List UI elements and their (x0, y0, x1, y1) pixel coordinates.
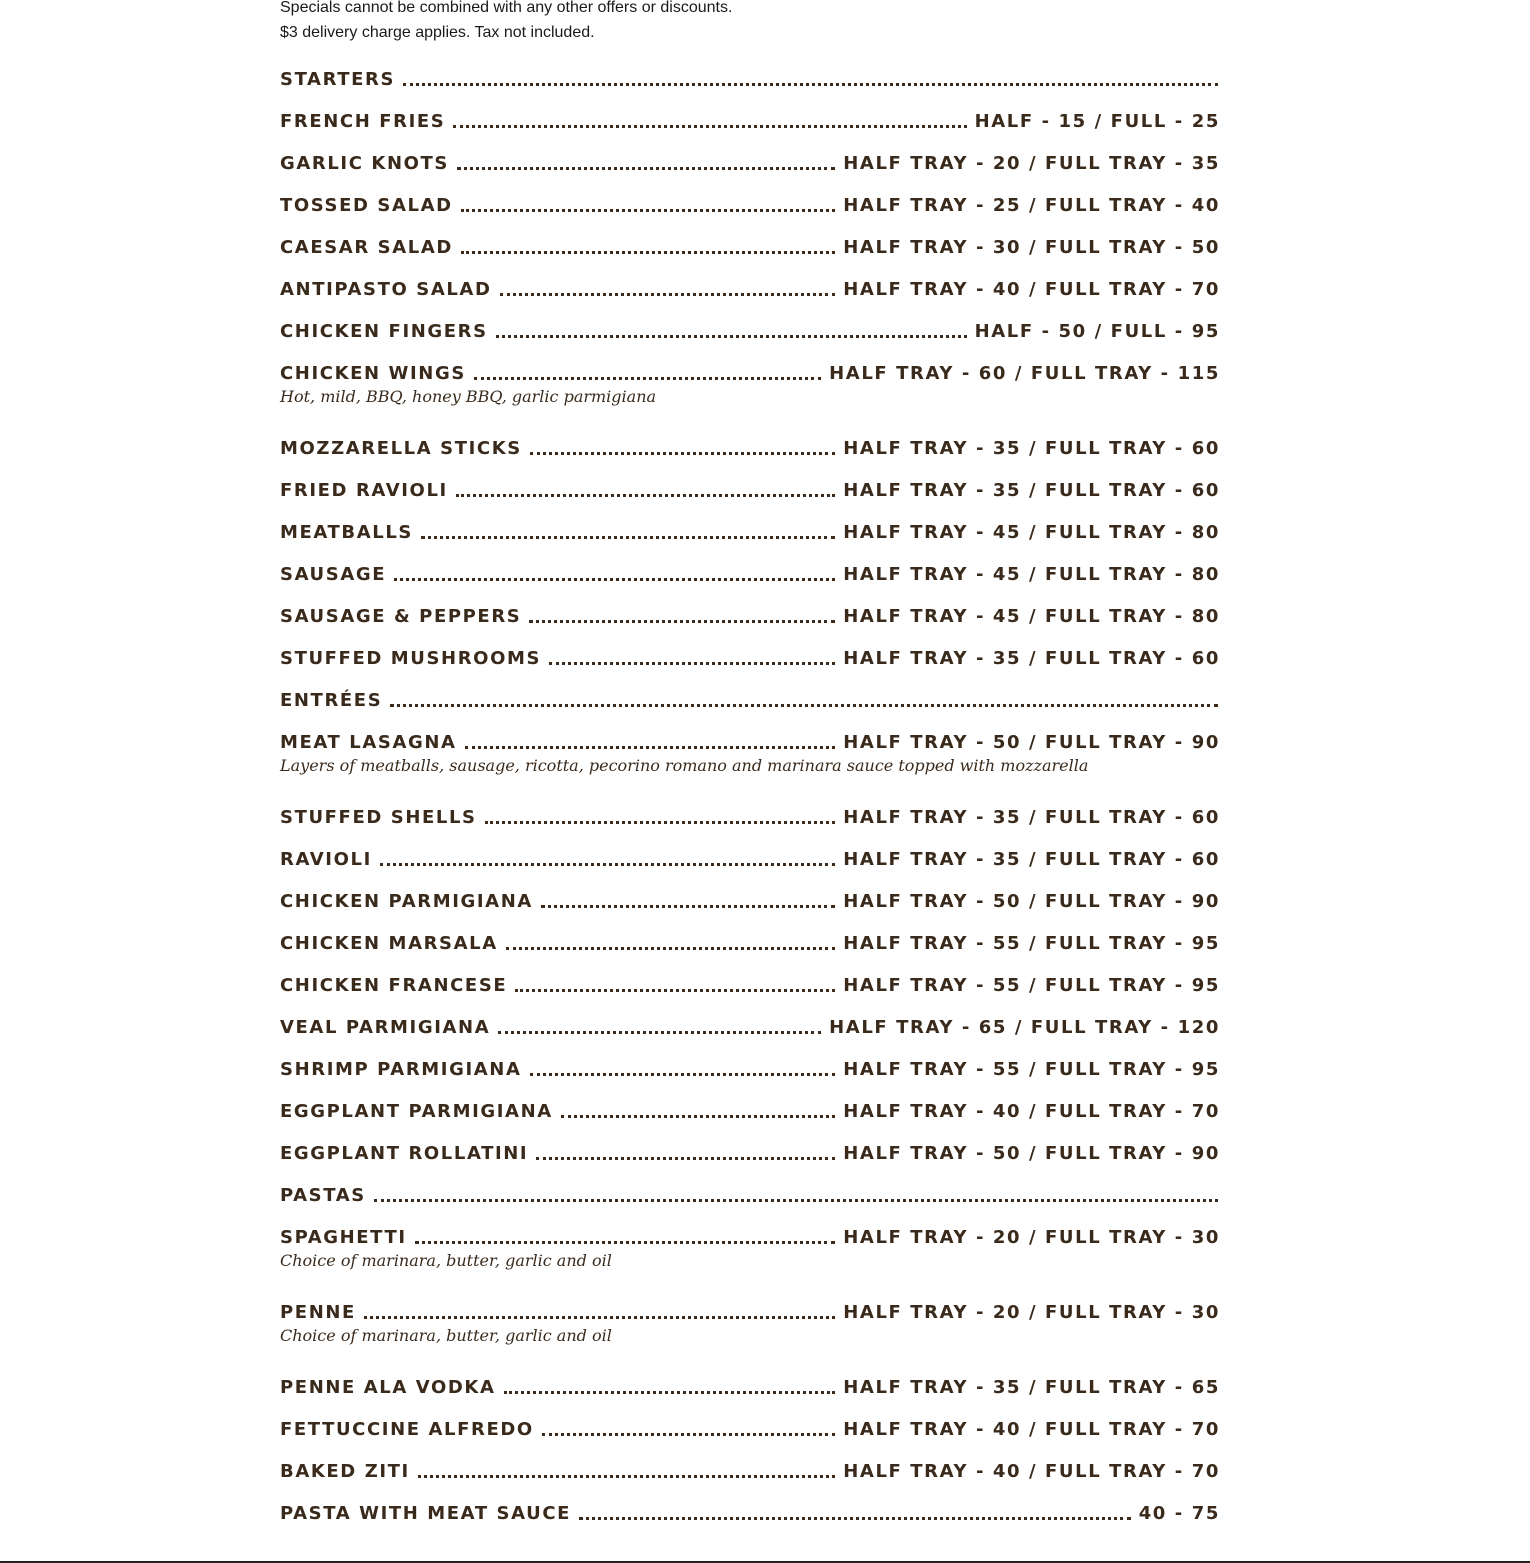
item-name: EGGPLANT ROLLATINI (280, 1143, 529, 1164)
dot-leader (498, 1031, 821, 1034)
menu-item (280, 265, 1220, 307)
menu-item (280, 919, 1220, 961)
dot-leader (500, 293, 836, 296)
item-name: ANTIPASTO SALAD (280, 279, 492, 300)
item-description: Choice of marinara, butter, garlic and oil (280, 1326, 612, 1345)
item-name: SPAGHETTI (280, 1227, 407, 1248)
item-name: FRIED RAVIOLI (280, 480, 448, 501)
dot-leader (496, 335, 967, 338)
menu-item (280, 592, 1220, 634)
menu-item (280, 1447, 1220, 1489)
item-name: FETTUCCINE ALFREDO (280, 1419, 534, 1440)
menu-item (280, 1405, 1220, 1447)
item-price: HALF TRAY - 20 / FULL TRAY - 30 (843, 1227, 1220, 1248)
dot-leader (461, 209, 836, 212)
menu-item (280, 424, 1220, 466)
dot-leader (530, 452, 835, 455)
dot-leader (515, 989, 835, 992)
item-price: HALF TRAY - 35 / FULL TRAY - 60 (843, 648, 1220, 669)
item-name: CHICKEN MARSALA (280, 933, 498, 954)
menu-list (280, 55, 1220, 1531)
menu-item (280, 307, 1220, 349)
dot-leader (541, 905, 835, 908)
item-price: HALF TRAY - 25 / FULL TRAY - 40 (843, 195, 1220, 216)
item-price: HALF TRAY - 45 / FULL TRAY - 80 (843, 564, 1220, 585)
item-name: CHICKEN WINGS (280, 363, 466, 384)
dot-leader (529, 620, 835, 623)
item-name: MEATBALLS (280, 522, 413, 543)
dot-leader (504, 1391, 836, 1394)
item-name: MEAT LASAGNA (280, 732, 457, 753)
item-name: CHICKEN PARMIGIANA (280, 891, 533, 912)
dot-leader (461, 251, 835, 254)
item-price: HALF - 15 / FULL - 25 (974, 111, 1220, 132)
menu-item (280, 349, 1220, 391)
item-name: CHICKEN FRANCESE (280, 975, 508, 996)
item-name: CHICKEN FINGERS (280, 321, 488, 342)
item-name: GARLIC KNOTS (280, 153, 449, 174)
item-price: HALF TRAY - 50 / FULL TRAY - 90 (843, 732, 1220, 753)
item-description: Layers of meatballs, sausage, ricotta, pecorino romano and marinara sauce topped with mozzarella (280, 756, 1089, 775)
section-title: PASTAS (280, 1185, 366, 1206)
menu-item (280, 223, 1220, 265)
menu-item (280, 634, 1220, 676)
menu-item (280, 1363, 1220, 1405)
item-name: SHRIMP PARMIGIANA (280, 1059, 522, 1080)
dot-leader (549, 662, 835, 665)
section-heading (280, 1171, 1220, 1213)
item-price: HALF TRAY - 30 / FULL TRAY - 50 (843, 237, 1220, 258)
menu-item (280, 718, 1220, 760)
menu-item (280, 181, 1220, 223)
dot-leader (457, 167, 835, 170)
item-name: CAESAR SALAD (280, 237, 453, 258)
menu-item (280, 1288, 1220, 1330)
menu-item (280, 97, 1220, 139)
item-description: Choice of marinara, butter, garlic and oil (280, 1251, 612, 1270)
item-price: HALF TRAY - 50 / FULL TRAY - 90 (843, 891, 1220, 912)
dot-leader (374, 1199, 1218, 1202)
item-price: HALF TRAY - 60 / FULL TRAY - 115 (829, 363, 1220, 384)
item-price: HALF TRAY - 35 / FULL TRAY - 60 (843, 438, 1220, 459)
item-price: HALF TRAY - 45 / FULL TRAY - 80 (843, 522, 1220, 543)
section-heading (280, 676, 1220, 718)
menu-item (280, 1045, 1220, 1087)
item-name: FRENCH FRIES (280, 111, 446, 132)
item-price: HALF TRAY - 55 / FULL TRAY - 95 (843, 933, 1220, 954)
menu-page (280, 0, 1220, 1531)
item-name: PENNE (280, 1302, 356, 1323)
item-price: HALF TRAY - 40 / FULL TRAY - 70 (843, 1461, 1220, 1482)
item-price: HALF TRAY - 45 / FULL TRAY - 80 (843, 606, 1220, 627)
menu-item (280, 508, 1220, 550)
dot-leader (380, 863, 835, 866)
item-name: RAVIOLI (280, 849, 372, 870)
item-name: SAUSAGE (280, 564, 387, 585)
item-price: HALF - 50 / FULL - 95 (974, 321, 1220, 342)
item-price: HALF TRAY - 40 / FULL TRAY - 70 (843, 279, 1220, 300)
dot-leader (561, 1115, 835, 1118)
dot-leader (474, 377, 821, 380)
item-price: HALF TRAY - 35 / FULL TRAY - 65 (843, 1377, 1220, 1398)
menu-item (280, 1489, 1220, 1531)
section-title: STARTERS (280, 69, 396, 90)
menu-item (280, 1003, 1220, 1045)
item-price: HALF TRAY - 40 / FULL TRAY - 70 (843, 1101, 1220, 1122)
dot-leader (456, 494, 835, 497)
dot-leader (465, 746, 836, 749)
item-name: SAUSAGE & PEPPERS (280, 606, 522, 627)
item-price: 40 - 75 (1138, 1503, 1220, 1524)
dot-leader (453, 125, 966, 128)
dot-leader (364, 1316, 835, 1319)
item-price: HALF TRAY - 50 / FULL TRAY - 90 (843, 1143, 1220, 1164)
item-name: STUFFED MUSHROOMS (280, 648, 542, 669)
menu-item (280, 139, 1220, 181)
menu-item (280, 466, 1220, 508)
item-name: BAKED ZITI (280, 1461, 410, 1482)
dot-leader (579, 1517, 1131, 1520)
menu-item (280, 877, 1220, 919)
item-price: HALF TRAY - 20 / FULL TRAY - 30 (843, 1302, 1220, 1323)
delivery-notice: $3 delivery charge applies. Tax not included. (280, 24, 595, 41)
item-price: HALF TRAY - 40 / FULL TRAY - 70 (843, 1419, 1220, 1440)
item-price: HALF TRAY - 35 / FULL TRAY - 60 (843, 849, 1220, 870)
dot-leader (506, 947, 836, 950)
item-price: HALF TRAY - 20 / FULL TRAY - 35 (843, 153, 1220, 174)
menu-item (280, 1213, 1220, 1255)
item-description: Hot, mild, BBQ, honey BBQ, garlic parmigiana (280, 387, 657, 406)
dot-leader (421, 536, 835, 539)
item-price: HALF TRAY - 55 / FULL TRAY - 95 (843, 1059, 1220, 1080)
dot-leader (390, 704, 1218, 707)
dot-leader (530, 1073, 836, 1076)
menu-item (280, 961, 1220, 1003)
item-price: HALF TRAY - 65 / FULL TRAY - 120 (829, 1017, 1220, 1038)
item-name: VEAL PARMIGIANA (280, 1017, 491, 1038)
item-name: PASTA WITH MEAT SAUCE (280, 1503, 572, 1524)
dot-leader (394, 578, 835, 581)
dot-leader (403, 83, 1218, 86)
item-name: STUFFED SHELLS (280, 807, 477, 828)
dot-leader (542, 1433, 835, 1436)
dot-leader (536, 1157, 835, 1160)
item-name: PENNE ALA VODKA (280, 1377, 496, 1398)
item-name: TOSSED SALAD (280, 195, 453, 216)
menu-item (280, 793, 1220, 835)
section-heading (280, 55, 1220, 97)
item-price: HALF TRAY - 35 / FULL TRAY - 60 (843, 480, 1220, 501)
dot-leader (485, 821, 836, 824)
menu-item (280, 835, 1220, 877)
menu-item (280, 1129, 1220, 1171)
menu-item (280, 1087, 1220, 1129)
offers-notice: Specials cannot be combined with any other offers or discounts. (280, 0, 733, 16)
dot-leader (415, 1241, 836, 1244)
dot-leader (418, 1475, 835, 1478)
item-name: EGGPLANT PARMIGIANA (280, 1101, 553, 1122)
menu-item (280, 550, 1220, 592)
item-price: HALF TRAY - 55 / FULL TRAY - 95 (843, 975, 1220, 996)
item-price: HALF TRAY - 35 / FULL TRAY - 60 (843, 807, 1220, 828)
section-title: ENTRÉES (280, 690, 383, 711)
item-name: MOZZARELLA STICKS (280, 438, 522, 459)
